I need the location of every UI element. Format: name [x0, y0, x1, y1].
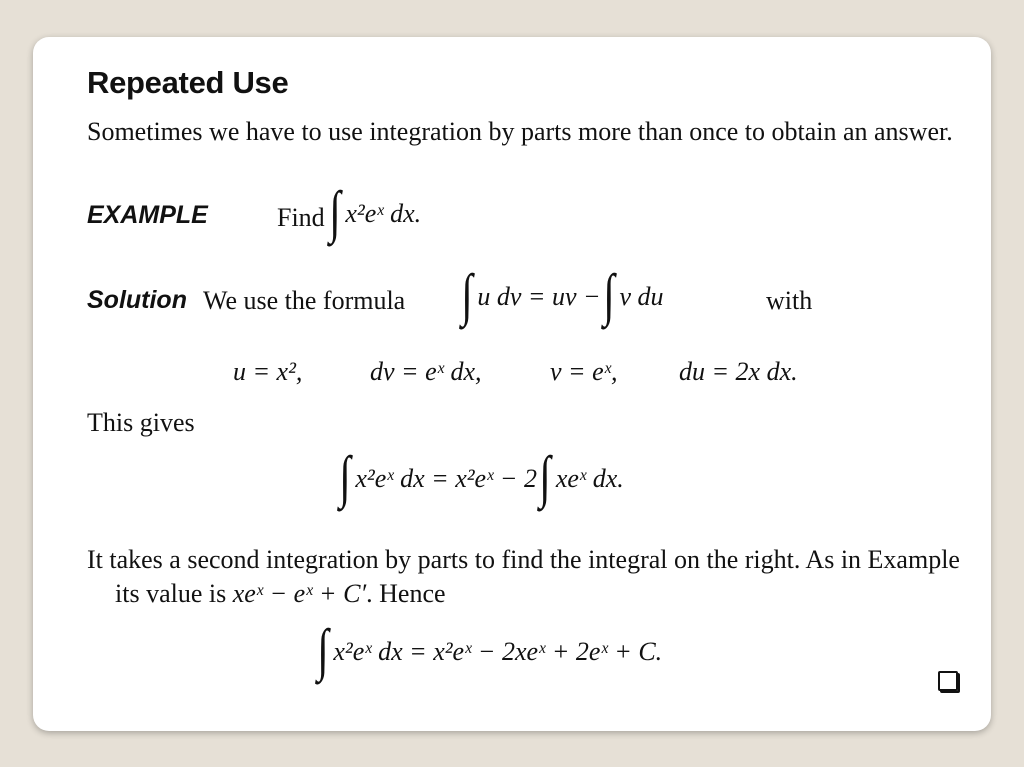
parts-formula: [461, 262, 664, 328]
value-suffix: . Hence: [366, 579, 446, 608]
integral-sign-icon: ∫: [329, 179, 341, 244]
second-integration-text: It takes a second integration by parts to find the integral on the right. As in Example: [87, 545, 960, 574]
formula-rhs: v du: [619, 281, 664, 311]
integral-sign-icon: ∫: [317, 617, 329, 682]
formula-lhs: u dv = uv −: [477, 281, 601, 311]
value-expression: xeˣ − eˣ + C′: [232, 579, 367, 608]
equation-1: [339, 444, 624, 510]
example-integral: [329, 179, 422, 245]
integral-sign-icon: ∫: [539, 444, 552, 509]
intro-text: Sometimes we have to use integration by parts more than once to obtain an answer.: [87, 117, 953, 146]
slide-card: [33, 37, 991, 731]
example-label: EXAMPLE: [87, 201, 208, 229]
solution-label: Solution: [87, 286, 187, 314]
example-integrand: x²eˣ dx.: [345, 198, 422, 228]
substitution-dv: dv = eˣ dx,: [370, 357, 482, 386]
value-prefix: its value is: [115, 579, 227, 608]
example-find-text: Find: [277, 203, 325, 232]
substitution-u: u = x²,: [233, 357, 303, 386]
substitution-du: du = 2x dx.: [679, 357, 798, 386]
equation-1-lhs: x²eˣ dx = x²eˣ − 2: [355, 463, 537, 493]
equation-1-rhs: xeˣ dx.: [555, 463, 624, 493]
this-gives-text: This gives: [87, 408, 195, 437]
solution-text: We use the formula: [203, 286, 406, 315]
end-of-proof-icon: [938, 671, 958, 691]
substitution-v: v = eˣ,: [550, 357, 618, 386]
equation-2-text: x²eˣ dx = x²eˣ − 2xeˣ + 2eˣ + C.: [333, 636, 663, 666]
equation-2: [317, 617, 663, 683]
section-heading: Repeated Use: [87, 65, 289, 100]
integral-sign-icon: ∫: [603, 262, 615, 327]
value-line: [115, 579, 446, 609]
integral-sign-icon: ∫: [461, 262, 473, 327]
integral-sign-icon: ∫: [339, 444, 351, 509]
with-text: with: [766, 286, 813, 315]
